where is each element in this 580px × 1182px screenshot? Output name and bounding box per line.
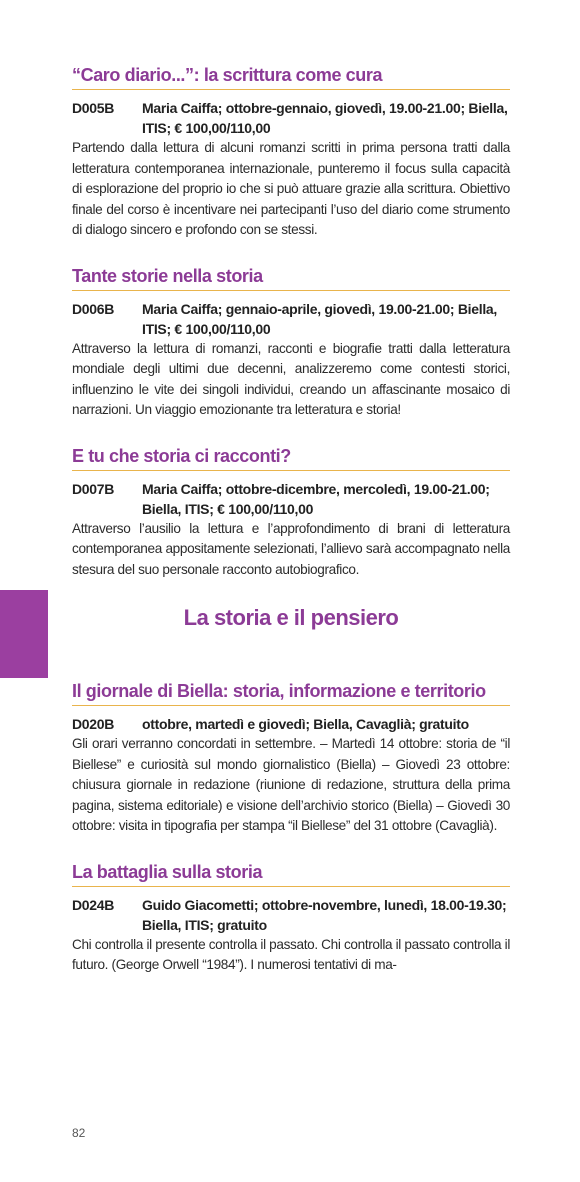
course-description: Attraverso la lettura di romanzi, racconti e biografie tratti dalla letteratura mondiale degli ultimi due decenni, analizzeremo come contesti storici, influenzino le vite dei singoli individui, creando un affascinante mosaico di narrazioni. Un viaggio emozionante tra letteratura e storia! — [72, 340, 510, 417]
course-description: Attraverso l’ausilio la lettura e l’approfondimento di brani di letteratura contemporanea appositamente selezionati, l’allievo sarà accompagnato nella stesura del suo personale racconto autobiografico. — [72, 520, 510, 577]
course-block — [72, 445, 510, 581]
course-title: E tu che storia ci racconti? — [72, 445, 510, 471]
course-info: Maria Caiffa; ottobre-dicembre, mercoledì, 19.00-21.00; Biella, ITIS; € 100,00/110,00 — [142, 480, 490, 517]
section-tab-marker — [0, 590, 48, 678]
page-number: 82 — [72, 1126, 86, 1140]
course-code: D006B — [72, 300, 115, 317]
course-description: Chi controlla il presente controlla il passato. Chi controlla il passato controlla il futuro. (George Orwell “1984”). I numerosi tentativi di ma- — [72, 936, 510, 972]
course-code: D020B — [72, 716, 115, 732]
course-description: Gli orari verranno concordati in settembre. – Martedì 14 ottobre: storia de “il Biellese” e curiosità sul mondo giornalistico (Biella) – Giovedì 23 ottobre: chiusura giornale in redazione (riunione di redazione, struttura della prima pagina, sistema editoriale) e visione dell’archivio storico (Biella) – Giovedì 30 ottobre: visita in tipografia per stampa “il Biellese” del 31 ottobre (Cavaglià). — [72, 736, 510, 833]
course-code: D024B — [72, 896, 115, 913]
course-meta — [72, 895, 510, 935]
course-info: Guido Giacometti; ottobre-novembre, lunedì, 18.00-19.30; Biella, ITIS; gratuito — [142, 896, 507, 933]
course-meta — [72, 479, 510, 519]
course-meta — [72, 714, 510, 734]
course-title: “Caro diario...”: la scrittura come cura — [72, 64, 510, 90]
course-block — [72, 265, 510, 421]
section-heading: La storia e il pensiero — [183, 605, 399, 630]
course-title: Il giornale di Biella: storia, informazione e territorio — [72, 680, 510, 706]
course-block — [72, 680, 510, 837]
course-description: Partendo dalla lettura di alcuni romanzi scritti in prima persona tratti dalla letteratura contemporanea internazionale, punteremo il focus sulla capacità di esplorazione del proprio io che si può attuare grazie alla scrittura. Obiettivo finale del corso è incentivare nei partecipanti l’uso del diario come strumento di dialogo sincero e profondo con se stessi. — [72, 140, 510, 237]
course-meta — [72, 299, 510, 339]
course-code: D007B — [72, 480, 115, 497]
course-title: Tante storie nella storia — [72, 265, 510, 291]
page-content — [72, 64, 510, 1000]
course-info: Maria Caiffa; ottobre-gennaio, giovedì, 19.00-21.00; Biella, ITIS; € 100,00/110,00 — [142, 100, 508, 136]
course-block — [72, 861, 510, 976]
course-block — [72, 64, 510, 241]
course-title: La battaglia sulla storia — [72, 861, 510, 887]
course-info: ottobre, martedì e giovedì; Biella, Cavaglià; gratuito — [142, 716, 469, 732]
course-meta — [72, 98, 510, 138]
course-info: Maria Caiffa; gennaio-aprile, giovedì, 19.00-21.00; Biella, ITIS; € 100,00/110,00 — [142, 300, 497, 337]
course-code: D005B — [72, 100, 115, 116]
